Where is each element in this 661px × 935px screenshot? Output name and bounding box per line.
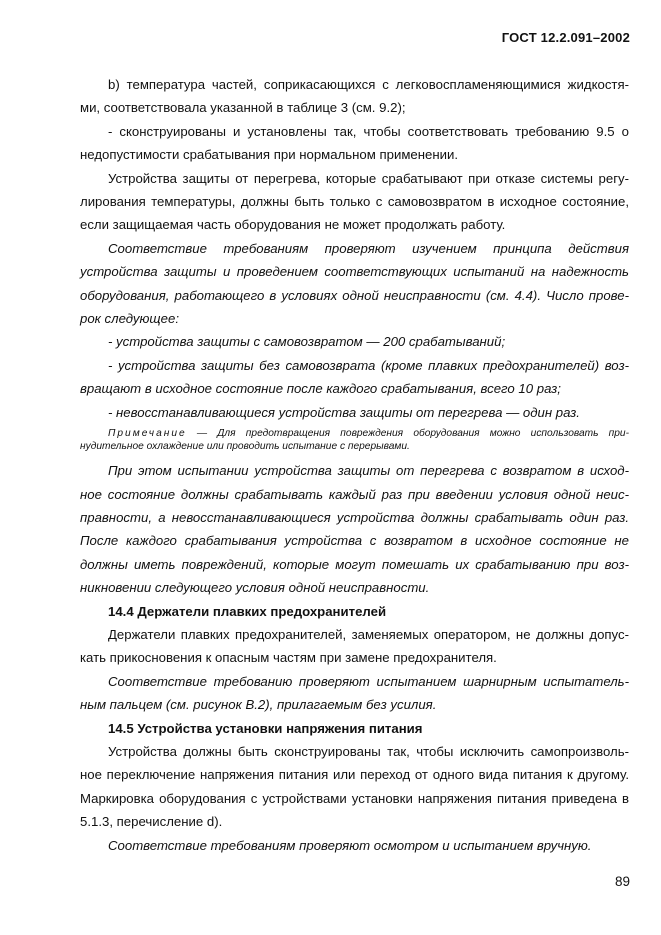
list-item-non-restoring: - невосстанавливающиеся устройства защиты от перегрева — один раз. — [108, 404, 580, 420]
paragraph-constructed: - сконструированы и установлены так, чтобы соответствовать требованию 9.5 о недопустимости срабатывания при нормальном применении. — [80, 123, 629, 163]
paragraph-test-conditions: При этом испытании устройства защиты от перегрева с возвратом в исход-ное состояние должны срабатывать каждый раз при введении условия одной неис-правности, а невосстанавливающиеся устройства должны срабатывать один раз. После каждого срабатывания устройства с возвратом в исходное состояние не должны иметь повреждений, которые могут помешать их срабатыванию при воз-никновении следующего условия одной неисправности. — [80, 463, 629, 596]
document-header: ГОСТ 12.2.091–2002 — [501, 30, 630, 45]
paragraph-fuse-holders: Держатели плавких предохранителей, заменяемых оператором, не должны допус-кать прикосновения к опасным частям при замене предохранителя. — [80, 626, 629, 666]
paragraph-voltage-devices: Устройства должны быть сконструированы так, чтобы исключить самопроизволь-ное переключение напряжения питания или переход от одного вида питания к другому. Маркировка оборудования с устройствами установки напряжения питания приведена в 5.1.3, перечисление d). — [80, 743, 629, 830]
paragraph-compliance-check: Соответствие требованиям проверяют изучением принципа действия устройства защиты и проведением соответствующих испытаний на надежность оборудования, работающего в условиях одной неисправности (см. 4.4). Число прове-рок следующее: — [80, 240, 629, 327]
paragraph-finger-test: Соответствие требованию проверяют испытанием шарнирным испытатель-ным пальцем (см. рисунок В.2), прилагаемым без усилия. — [80, 673, 629, 713]
section-heading-14-4: 14.4 Держатели плавких предохранителей — [108, 603, 387, 619]
note-text: — Для предотвращения повреждения оборудования можно использовать при-нудительное охлаждение или проводить испытание с перерывами. — [80, 428, 629, 452]
note — [80, 428, 629, 453]
section-heading-14-5: 14.5 Устройства установки напряжения питания — [108, 720, 423, 736]
paragraph-overheat-devices: Устройства защиты от перегрева, которые срабатывают при отказе системы регу-лирования температуры, должны быть только с самовозвратом в исходное состояние, если защищаемая часть оборудования не может продолжать работу. — [80, 170, 629, 233]
list-item-non-self-reset: - устройства защиты без самовозврата (кроме плавких предохранителей) воз-вращают в исходное состояние после каждого срабатывания, всего 10 раз; — [80, 357, 629, 397]
page-content — [80, 73, 629, 857]
paragraph-manual-check: Соответствие требованиям проверяют осмотром и испытанием вручную. — [108, 837, 592, 853]
note-label: Примечание — [108, 428, 187, 440]
page-number: 89 — [614, 874, 630, 889]
list-item-self-reset: - устройства защиты с самовозвратом — 200 срабатываний; — [108, 334, 506, 350]
paragraph-b-temperature: b) температура частей, соприкасающихся с легковоспламеняющимися жидкостя-ми, соответствовала указанной в таблице 3 (см. 9.2); — [80, 77, 629, 116]
